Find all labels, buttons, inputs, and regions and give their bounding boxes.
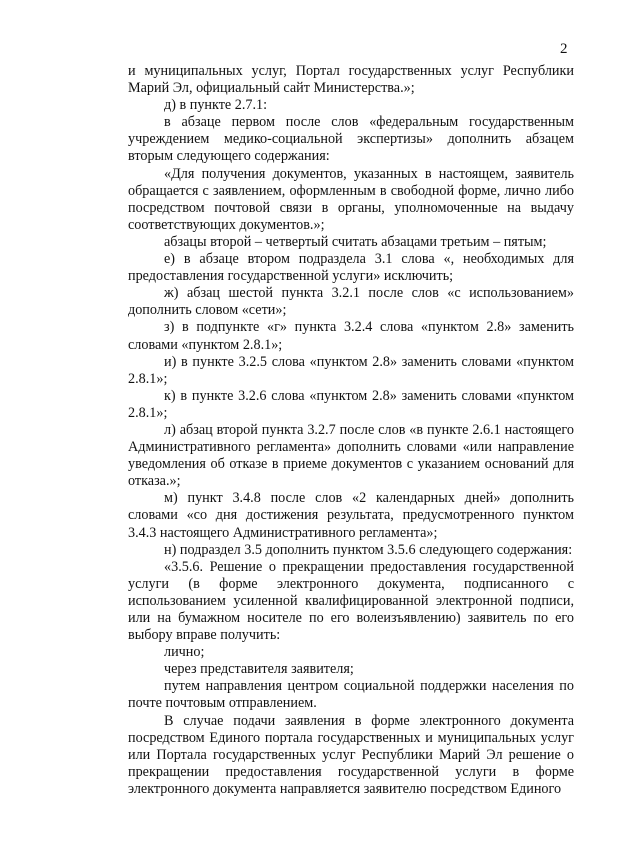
paragraph-item-l: л) абзац второй пункта 3.2.7 после слов «в пункте 2.6.1 настоящего Административного регламента» дополнить словами «или направление уведомления об отказе в приеме документов с указанием оснований для отказа.»;: [128, 421, 574, 490]
paragraph-electronic-submission: В случае подачи заявления в форме электронного документа посредством Единого портала государственных и муниципальных услуг или Портала государственных услуг Республики Марий Эл решение о прекращении предоставления государственной услуги в форме электронного документа направляется заявителю посредством Единого: [128, 712, 574, 797]
paragraph-item-zh: ж) абзац шестой пункта 3.2.1 после слов «с использованием» дополнить словом «сети»;: [128, 285, 574, 319]
paragraph-item-n: н) подраздел 3.5 дополнить пунктом 3.5.6 следующего содержания:: [164, 541, 573, 558]
paragraph-quote-documents: «Для получения документов, указанных в настоящем, заявитель обращается с заявлением, оформленным в свободной форме, лично либо посредством почтовой связи в органы, уполномоченные на выдачу соответствующих документов.»;: [128, 165, 574, 233]
paragraph-item-i: и) в пункте 3.2.5 слова «пунктом 2.8» заменить словами «пунктом 2.8.1»;: [128, 353, 574, 387]
paragraph-item-m: м) пункт 3.4.8 после слов «2 календарных дней» дополнить словами «со дня достижения результата, предусмотренного пунктом 3.4.3 настоящего Административного регламента»;: [128, 490, 574, 541]
paragraph-item-k: к) в пункте 3.2.6 слова «пунктом 2.8» заменить словами «пунктом 2.8.1»;: [128, 387, 574, 421]
page-number: 2: [560, 41, 568, 57]
paragraph-option-personally: лично;: [164, 644, 205, 661]
paragraph-first-abzac: в абзаце первом после слов «федеральным государственным учреждением медико-социальной экспертизы» дополнить абзацем вторым следующего содержания:: [128, 114, 574, 165]
paragraph-item-z: з) в подпункте «г» пункта 3.2.4 слова «пунктом 2.8» заменить словами «пунктом 2.8.1»;: [128, 319, 574, 353]
paragraph-3-5-6: «3.5.6. Решение о прекращении предоставления государственной услуги (в форме электронного документа, подписанного с использованием усиленной квалифицированной электронной подписи, или на бумажном носителе по его волеизъявлению) заявитель по его выбору вправе получить:: [128, 558, 574, 644]
paragraph-item-e: е) в абзаце втором подраздела 3.1 слова «, необходимых для предоставления государственной услуги» исключить;: [128, 251, 574, 285]
paragraph-renumber: абзацы второй – четвертый считать абзацами третьим – пятым;: [164, 233, 547, 250]
paragraph-option-representative: через представителя заявителя;: [164, 661, 354, 678]
paragraph-option-mail: путем направления центром социальной поддержки населения по почте почтовым отправлением.: [128, 678, 574, 712]
paragraph-continuation: и муниципальных услуг, Портал государственных услуг Республики Марий Эл, официальный сайт Министерства.»;: [128, 63, 574, 97]
paragraph-item-d: д) в пункте 2.7.1:: [164, 97, 268, 114]
document-body: [128, 63, 574, 798]
